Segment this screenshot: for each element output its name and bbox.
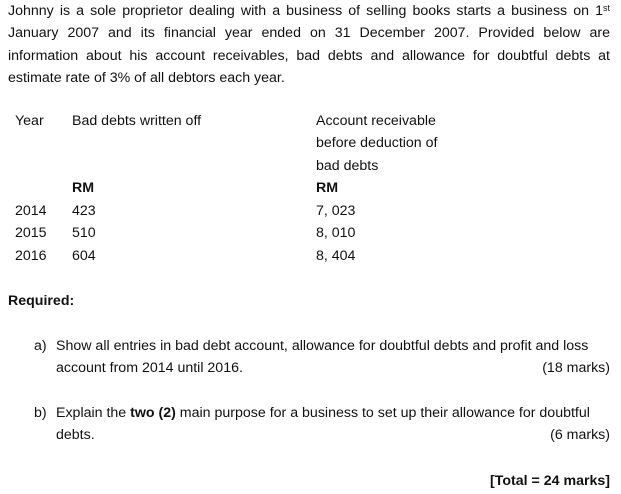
question-a-line-2: account from 2014 until 2016. [56,360,243,377]
header-bad-debts: Bad debts written off [72,113,202,129]
question-a-marks: (18 marks) [542,360,610,377]
intro-line-1: Johnny is a sole proprietor dealing with a business of selling books starts a business on 1st [8,3,610,19]
question-a-text [56,335,610,380]
row-bad-debts: 423 [72,203,96,219]
required-label: Required: [8,293,75,309]
unit-bad-debts: RM [72,180,95,196]
row-year: 2015 [15,225,47,241]
row-bad-debts: 510 [72,225,96,241]
row-ar: 7, 023 [316,203,356,219]
emphasis-two: two (2) [130,405,176,421]
question-a-label: a) [34,338,47,354]
total-marks: [Total = 24 marks] [490,473,610,489]
question-b-text [56,402,610,447]
unit-ar: RM [316,180,339,196]
row-ar: 8, 010 [316,225,356,241]
row-year: 2016 [15,248,47,264]
header-year: Year [15,113,44,129]
question-b-label: b) [34,405,47,421]
row-bad-debts: 604 [72,248,96,264]
intro-line-2: January 2007 and its financial year ended on 31 December 2007. Provided below are [8,25,610,42]
question-b-line-2: debts. [56,427,95,444]
question-a-line-1: Show all entries in bad debt account, allowance for doubtful debts and profit and loss [56,338,589,354]
header-ar-line-3: bad debts [316,158,379,174]
header-ar-line-1: Account receivable [316,113,436,129]
question-b-marks: (6 marks) [550,427,610,444]
row-year: 2014 [15,203,47,219]
ordinal-superscript: st [602,3,610,13]
header-ar-line-2: before deduction of [316,135,438,151]
row-ar: 8, 404 [316,248,356,264]
intro-line-3: information about his account receivables, bad debts and allowance for doubtful debts at [8,47,610,64]
question-b-line-1: Explain the two (2) main purpose for a business to set up their allowance for doubtful [56,405,590,421]
intro-paragraph [8,0,610,90]
intro-line-4: estimate rate of 3% of all debtors each year. [8,70,285,87]
